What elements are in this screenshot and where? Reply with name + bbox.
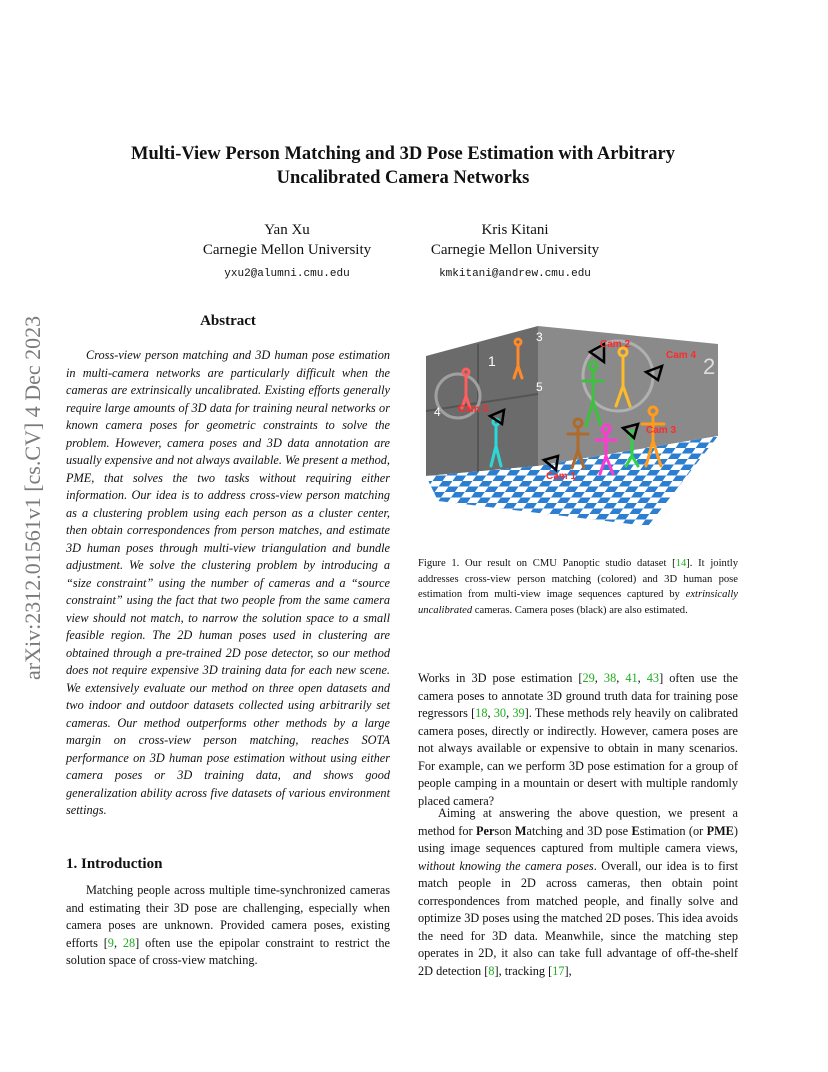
body-paragraph: Works in 3D pose estimation [29, 38, 41, 43] often use the camera poses to annotate 3D ground truth data for training pose regressors [18, 30, 39]. These methods rely heavily on calibrated camera poses, directly or indirectly. However, camera poses are not always available or expensive to obtain in many scenarios. For example, can we perform 3D pose estimation for a group of people camping in a mountain or desert with multiple randomly placed camera? — [418, 671, 738, 808]
author-affiliation: Carnegie Mellon University — [202, 242, 372, 258]
panel-number: 4 — [434, 405, 441, 419]
body-paragraph: Aiming at answering the above question, we present a method for Person Matching and 3D pose Estimation (or PME) using image sequences captured from multiple camera views, without knowing the camera poses. Overall, our idea is to first match people in 2D across cameras, then obtain point correspondences from matched people, and finally solve and optimize 3D poses using the matched 2D poses. This idea avoids the need for 3D data. Meanwhile, since the matching step operates in 2D, it also can take full advantage of off-the-shelf 2D detection [8], tracking [17], — [418, 806, 738, 978]
citation-link[interactable]: 30 — [493, 706, 507, 720]
citation-link[interactable]: 14 — [675, 558, 687, 569]
citation-link[interactable]: 41 — [625, 671, 638, 685]
camera-label: Cam 5 — [458, 404, 489, 415]
panel-number: 3 — [536, 330, 543, 344]
author-email[interactable]: yxu2@alumni.cmu.edu — [224, 268, 350, 280]
author-affiliation: Carnegie Mellon University — [430, 242, 600, 258]
panel-number: 5 — [536, 380, 543, 394]
camera-label: Cam 3 — [646, 425, 677, 436]
panel-number: 2 — [703, 354, 716, 379]
citation-link[interactable]: 28 — [122, 935, 136, 950]
citation-link[interactable]: 39 — [512, 706, 525, 720]
author-email[interactable]: kmkitani@andrew.cmu.edu — [439, 268, 591, 280]
section-heading-introduction: 1. Introduction — [66, 856, 163, 872]
citation-link[interactable]: 43 — [646, 671, 660, 685]
camera-label: Cam 2 — [600, 339, 631, 350]
abstract-text: Cross-view person matching and 3D human pose estimation in multi-camera networks are particularly difficult when the cameras are extrinsically uncalibrated. Existing efforts generally require large amounts of 3D data for training neural networks or known camera poses for geometric constraints to solve the problem. However, camera poses and 3D data annotation are usually expensive and not always available. We present a method, PME, that solves the two tasks without requiring either information. Our idea is to address cross-view person matching as a clustering problem using each person as a cluster center, then obtain correspondences from person matches, and estimate 3D human poses through multi-view triangulation and bundle adjustment. We solve the clustering problem by introducing a “size constraint” using the number of cameras and a “source constraint” using the fact that two people from the same camera view should not match, to narrow the solution space to a small feasible region. The 2D human poses used in clustering are obtained through a pre-trained 2D pose detector, so our method does not require expensive 3D training data for each new scene. We extensively evaluate our method on three open datasets and two indoor and outdoor datasets collected using arbitrarily set cameras. Our method outperforms other methods by a large margin on cross-view person matching, reaches SOTA performance on 3D human pose estimation without using either camera poses or 3D training data, and shows good generalization ability across five datasets of various environment settings. — [66, 348, 390, 817]
panel-number: 1 — [488, 353, 496, 369]
citation-link[interactable]: 38 — [603, 671, 617, 685]
paper-title: Multi-View Person Matching and 3D Pose Estimation with Arbitrary Uncalibrated Camera Networks — [131, 144, 675, 188]
camera-label: Cam 1 — [546, 471, 577, 482]
abstract-heading: Abstract — [200, 313, 256, 329]
arxiv-side-label: arXiv:2312.01561v1 [cs.CV] 4 Dec 2023 — [20, 315, 45, 680]
citation-link[interactable]: 17 — [552, 963, 565, 978]
figure-1-panoptic-scene — [418, 316, 738, 536]
camera-label: Cam 4 — [666, 350, 697, 361]
citation-link[interactable]: 9 — [107, 935, 114, 950]
left-wall-image — [426, 326, 538, 476]
citation-link[interactable]: 18 — [475, 706, 488, 720]
figure-caption: Figure 1. Our result on CMU Panoptic studio dataset [14]. It jointly addresses cross-view person matching (colored) and 3D human pose estimation from multi-view image sequences captured by extrinsically uncalibrated cameras. Camera poses (black) are also estimated. — [418, 558, 739, 616]
citation-link[interactable]: 29 — [582, 671, 595, 685]
citation-link[interactable]: 8 — [488, 963, 495, 978]
author-name: Yan Xu — [264, 222, 310, 238]
intro-paragraph: Matching people across multiple time-synchronized cameras and estimating their 3D pose are challenging, especially when camera poses are unknown. Provided camera poses, existing efforts [9, 28] often use the epipolar constraint to restrict the solution space of cross-view matching. — [66, 883, 390, 967]
author-2 — [400, 220, 630, 284]
author-1 — [172, 220, 402, 284]
author-name: Kris Kitani — [481, 222, 549, 238]
